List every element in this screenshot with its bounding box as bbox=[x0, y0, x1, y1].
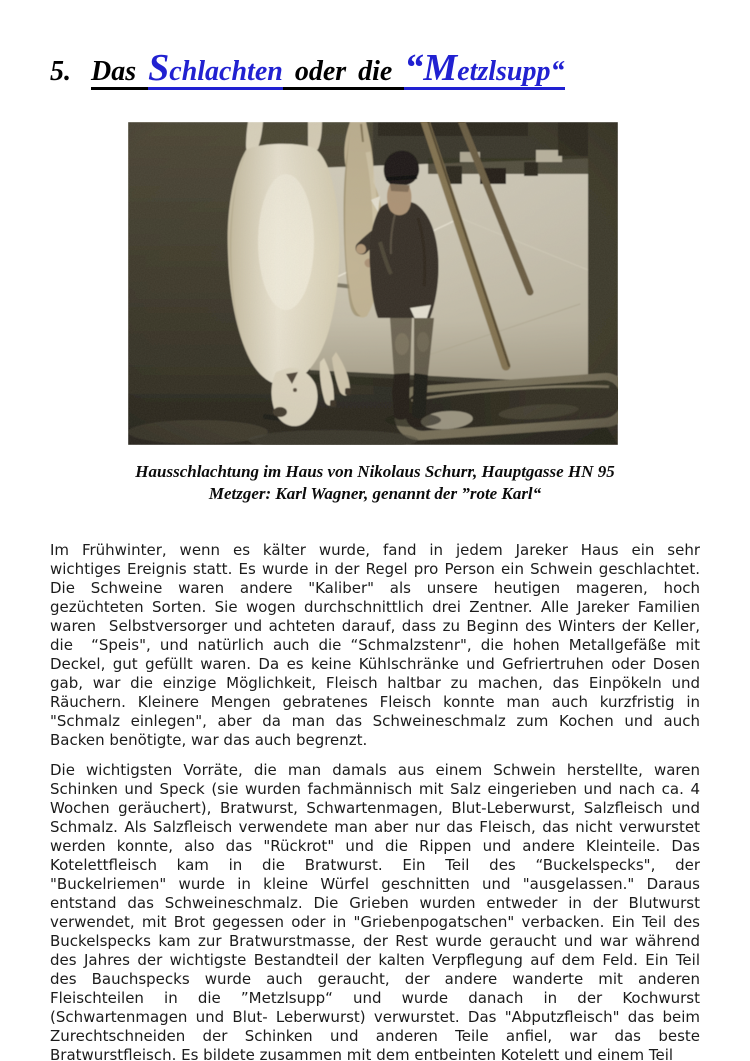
body-line: verwendet, mit Brot gegessen oder in "Griebenpogatschen" verbacken. Ein Teil des bbox=[50, 913, 700, 931]
body-line: waren Selbstversorger und achteten darauf, dass zu Beginn des Winters der Keller, bbox=[50, 617, 700, 635]
body-line: Schmalz. Als Salzfleisch verwendete man aber nur das Fleisch, das nicht verwurstet bbox=[50, 818, 700, 836]
body-line: Bratwurstfleisch. Es bildete zusammen mit dem entbeinten Kotelett und einem Teil bbox=[50, 1046, 674, 1061]
body-line: Buckelspecks kam zur Bratwurstmasse, der Rest wurde geraucht und war während bbox=[50, 932, 700, 950]
slaughter-scene-graphic bbox=[128, 122, 618, 445]
photo-hausschlachtung bbox=[128, 122, 618, 445]
body-line: Die wichtigsten Vorräte, die man damals aus einem Schwein herstellte, waren bbox=[50, 761, 700, 779]
film-grain bbox=[128, 122, 618, 445]
body-line: Kotelettfleisch kam in die Bratwurst. Ein Teil des “Buckelspecks", der bbox=[50, 856, 700, 874]
body-line: des Bauchspecks wurde auch geraucht, der andere wanderte mit anderen bbox=[50, 970, 700, 988]
body-line: Schinken und Speck (sie wurden fachmännisch mit Salz eingerieben und nach ca. 4 bbox=[50, 780, 700, 798]
body-line: gab, war die einzige Möglichkeit, Fleisch haltbar zu machen, das Einpökeln und bbox=[50, 674, 700, 692]
body-line: Zurechtschneiden der Schinken und anderen Teile anfiel, war das beste bbox=[50, 1027, 700, 1045]
body-paragraph bbox=[50, 761, 700, 1061]
body-line: werden konnte, also das "Rückrot" und die Rippen und andere Kleinteile. Das bbox=[50, 837, 700, 855]
body-line: Fleischteilen in die ”Metzlsupp“ und wurde danach in der Kochwurst bbox=[50, 989, 700, 1007]
body-line: Backen benötigte, war das auch begrenzt. bbox=[50, 731, 368, 749]
title-segment: “Metzlsupp“ bbox=[404, 47, 565, 89]
body-text bbox=[50, 541, 700, 1061]
body-line: Die Schweine waren andere "Kaliber" als unsere heutigen mageren, hoch bbox=[50, 579, 700, 597]
title-big-letter: S bbox=[148, 47, 170, 89]
caption-line-1: Hausschlachtung im Haus von Nikolaus Schurr, Hauptgasse HN 95 bbox=[135, 462, 615, 481]
body-line: Wochen geräuchert), Bratwurst, Schwartenmagen, Blut-Leberwurst, Salzfleisch und bbox=[50, 799, 700, 817]
body-line: (Schwartenmagen und Blut- Leberwurst) verwurstet. Das "Abputzfleisch" das beim bbox=[50, 1008, 700, 1026]
body-line: "Schmalz einlegen", aber da man das Schweineschmalz zum Kochen und auch bbox=[50, 712, 700, 730]
body-line: Im Frühwinter, wenn es kälter wurde, fand in jedem Jareker Haus ein sehr bbox=[50, 541, 700, 559]
title-segments bbox=[91, 47, 565, 90]
body-line: wichtiges Ereignis statt. Es wurde in der Regel pro Person ein Schwein geschlachtet. bbox=[50, 560, 700, 578]
title-big-letter: “M bbox=[404, 47, 458, 89]
title-segment: Schlachten bbox=[148, 47, 283, 89]
body-line: Deckel, gut gefüllt waren. Da es keine Kühlschränke und Gefriertruhen oder Dosen bbox=[50, 655, 700, 673]
body-line: des Jahres der wichtigste Bestandteil der kalten Verpflegung auf dem Feld. Ein Teil bbox=[50, 951, 700, 969]
title-segment: oder die bbox=[283, 56, 405, 90]
photo-caption bbox=[50, 461, 700, 505]
body-line: die “Speis", und natürlich auch die “Schmalzstenr", die hohen Metallgefäße mit bbox=[50, 636, 700, 654]
body-line: "Buckelriemen" wurde in kleine Würfel geschnitten und "ausgelassen." Daraus bbox=[50, 875, 700, 893]
title-number: 5. bbox=[50, 56, 71, 87]
body-line: Räuchern. Kleinere Mengen gebratenes Fleisch konnte man auch kurzfristig in bbox=[50, 693, 700, 711]
body-paragraph bbox=[50, 541, 700, 750]
body-line: entstand das Schweineschmalz. Die Grieben wurden entweder in der Blutwurst bbox=[50, 894, 700, 912]
page-title bbox=[50, 49, 565, 92]
caption-line-2: Metzger: Karl Wagner, genannt der ”rote Karl“ bbox=[208, 484, 542, 503]
body-line: gezüchteten Sorten. Sie wogen durchschnittlich drei Zentner. Alle Jareker Familien bbox=[50, 598, 700, 616]
title-segment: Das bbox=[91, 56, 148, 90]
